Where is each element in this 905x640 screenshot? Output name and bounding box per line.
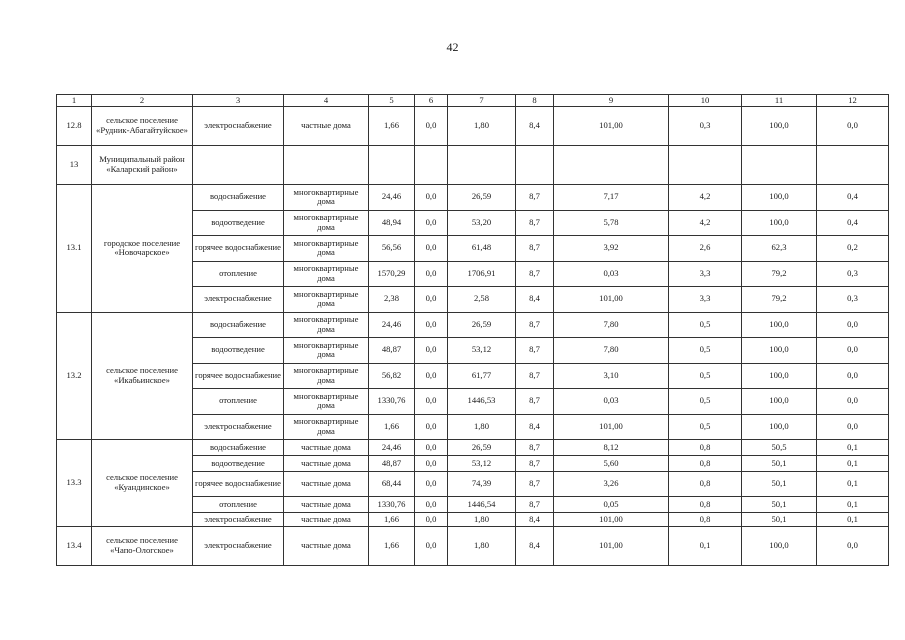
value-cell: 0,5 [669, 363, 742, 389]
empty-cell [817, 146, 889, 185]
value-cell: 1446,53 [448, 389, 516, 415]
value-cell: 101,00 [554, 513, 669, 527]
header-cell: 6 [415, 95, 448, 107]
value-cell: 62,3 [742, 236, 817, 262]
value-cell: 0,05 [554, 497, 669, 513]
value-cell: 0,1 [669, 527, 742, 566]
value-cell: 1570,29 [369, 261, 415, 287]
value-cell: 0,0 [415, 287, 448, 313]
value-cell: 50,1 [742, 456, 817, 472]
value-cell: 0,4 [817, 210, 889, 236]
value-cell: 1,80 [448, 513, 516, 527]
value-cell: 0,0 [415, 338, 448, 364]
header-cell: 5 [369, 95, 415, 107]
empty-cell [742, 146, 817, 185]
value-cell: 7,80 [554, 338, 669, 364]
settlement-name: сельское поселение «Чапо-Ологское» [92, 527, 193, 566]
value-cell: 0,0 [817, 338, 889, 364]
value-cell: 61,48 [448, 236, 516, 262]
housing-cell: многоквартирные дома [284, 287, 369, 313]
value-cell: 56,82 [369, 363, 415, 389]
value-cell: 1706,91 [448, 261, 516, 287]
service-cell: горячее водоснабжение [193, 236, 284, 262]
service-cell: отопление [193, 497, 284, 513]
housing-cell: многоквартирные дома [284, 236, 369, 262]
value-cell: 26,59 [448, 312, 516, 338]
table-row [57, 185, 889, 211]
value-cell: 0,0 [415, 236, 448, 262]
value-cell: 26,59 [448, 185, 516, 211]
value-cell: 1330,76 [369, 389, 415, 415]
value-cell: 3,3 [669, 261, 742, 287]
value-cell: 74,39 [448, 472, 516, 497]
value-cell: 24,46 [369, 185, 415, 211]
value-cell: 1,66 [369, 513, 415, 527]
value-cell: 53,20 [448, 210, 516, 236]
value-cell: 100,0 [742, 338, 817, 364]
value-cell: 0,4 [817, 185, 889, 211]
value-cell: 50,1 [742, 472, 817, 497]
row-number: 13.4 [57, 527, 92, 566]
settlement-name: сельское поселение «Куандинское» [92, 440, 193, 527]
value-cell: 0,1 [817, 472, 889, 497]
value-cell: 0,2 [817, 236, 889, 262]
row-number: 13 [57, 146, 92, 185]
value-cell: 1446,54 [448, 497, 516, 513]
value-cell: 8,7 [516, 363, 554, 389]
service-cell: водоснабжение [193, 185, 284, 211]
housing-cell: многоквартирные дома [284, 261, 369, 287]
value-cell: 8,4 [516, 513, 554, 527]
empty-cell [193, 146, 284, 185]
housing-cell: частные дома [284, 513, 369, 527]
value-cell: 5,60 [554, 456, 669, 472]
value-cell: 100,0 [742, 414, 817, 440]
value-cell: 0,0 [817, 107, 889, 146]
value-cell: 8,12 [554, 440, 669, 456]
value-cell: 0,3 [817, 261, 889, 287]
empty-cell [516, 146, 554, 185]
value-cell: 8,7 [516, 312, 554, 338]
housing-cell: многоквартирные дома [284, 363, 369, 389]
value-cell: 3,3 [669, 287, 742, 313]
service-cell: водоснабжение [193, 312, 284, 338]
table-row [57, 312, 889, 338]
value-cell: 5,78 [554, 210, 669, 236]
value-cell: 26,59 [448, 440, 516, 456]
housing-cell: частные дома [284, 456, 369, 472]
service-cell: электроснабжение [193, 527, 284, 566]
value-cell: 0,5 [669, 338, 742, 364]
value-cell: 0,0 [415, 185, 448, 211]
value-cell: 0,0 [415, 497, 448, 513]
value-cell: 8,4 [516, 414, 554, 440]
value-cell: 0,0 [415, 312, 448, 338]
service-cell: водоотведение [193, 338, 284, 364]
housing-cell: многоквартирные дома [284, 414, 369, 440]
value-cell: 100,0 [742, 107, 817, 146]
value-cell: 8,7 [516, 389, 554, 415]
value-cell: 0,1 [817, 513, 889, 527]
table-row [57, 527, 889, 566]
value-cell: 79,2 [742, 287, 817, 313]
value-cell: 0,1 [817, 497, 889, 513]
value-cell: 8,4 [516, 107, 554, 146]
value-cell: 8,7 [516, 472, 554, 497]
empty-cell [554, 146, 669, 185]
value-cell: 48,87 [369, 456, 415, 472]
value-cell: 2,58 [448, 287, 516, 313]
value-cell: 0,5 [669, 389, 742, 415]
value-cell: 0,0 [415, 440, 448, 456]
value-cell: 0,8 [669, 497, 742, 513]
housing-cell: частные дома [284, 497, 369, 513]
service-cell: водоотведение [193, 210, 284, 236]
value-cell: 4,2 [669, 185, 742, 211]
service-cell: отопление [193, 389, 284, 415]
value-cell: 0,0 [415, 414, 448, 440]
page-number: 42 [446, 40, 459, 54]
header-cell: 2 [92, 95, 193, 107]
value-cell: 68,44 [369, 472, 415, 497]
value-cell: 8,7 [516, 440, 554, 456]
table-row [57, 440, 889, 456]
housing-cell: частные дома [284, 472, 369, 497]
row-number: 13.2 [57, 312, 92, 440]
value-cell: 8,4 [516, 287, 554, 313]
service-cell: горячее водоснабжение [193, 472, 284, 497]
value-cell: 1330,76 [369, 497, 415, 513]
row-number: 13.3 [57, 440, 92, 527]
value-cell: 8,7 [516, 497, 554, 513]
value-cell: 24,46 [369, 312, 415, 338]
value-cell: 0,5 [669, 312, 742, 338]
value-cell: 0,0 [415, 363, 448, 389]
value-cell: 100,0 [742, 210, 817, 236]
value-cell: 100,0 [742, 312, 817, 338]
value-cell: 0,0 [415, 210, 448, 236]
value-cell: 0,0 [817, 527, 889, 566]
service-cell: электроснабжение [193, 513, 284, 527]
value-cell: 3,26 [554, 472, 669, 497]
value-cell: 101,00 [554, 527, 669, 566]
value-cell: 0,1 [817, 440, 889, 456]
service-cell: электроснабжение [193, 287, 284, 313]
empty-cell [448, 146, 516, 185]
value-cell: 1,66 [369, 107, 415, 146]
service-cell: электроснабжение [193, 414, 284, 440]
value-cell: 0,0 [415, 456, 448, 472]
value-cell: 3,92 [554, 236, 669, 262]
value-cell: 8,7 [516, 261, 554, 287]
value-cell: 0,0 [415, 261, 448, 287]
value-cell: 0,0 [817, 389, 889, 415]
value-cell: 0,0 [415, 513, 448, 527]
value-cell: 0,0 [415, 107, 448, 146]
header-cell: 7 [448, 95, 516, 107]
value-cell: 0,5 [669, 414, 742, 440]
value-cell: 0,0 [415, 389, 448, 415]
value-cell: 8,4 [516, 527, 554, 566]
value-cell: 8,7 [516, 456, 554, 472]
table-row [57, 146, 889, 185]
value-cell: 8,7 [516, 185, 554, 211]
value-cell: 1,66 [369, 414, 415, 440]
value-cell: 8,7 [516, 236, 554, 262]
header-cell: 3 [193, 95, 284, 107]
value-cell: 1,66 [369, 527, 415, 566]
value-cell: 61,77 [448, 363, 516, 389]
housing-cell: многоквартирные дома [284, 210, 369, 236]
empty-cell [669, 146, 742, 185]
value-cell: 50,1 [742, 513, 817, 527]
value-cell: 0,0 [817, 414, 889, 440]
value-cell: 24,46 [369, 440, 415, 456]
value-cell: 2,38 [369, 287, 415, 313]
value-cell: 0,8 [669, 456, 742, 472]
value-cell: 101,00 [554, 414, 669, 440]
service-cell: отопление [193, 261, 284, 287]
value-cell: 100,0 [742, 363, 817, 389]
value-cell: 50,1 [742, 497, 817, 513]
row-number: 12.8 [57, 107, 92, 146]
value-cell: 101,00 [554, 287, 669, 313]
value-cell: 0,8 [669, 472, 742, 497]
value-cell: 0,0 [415, 527, 448, 566]
value-cell: 48,94 [369, 210, 415, 236]
value-cell: 0,8 [669, 513, 742, 527]
service-cell: водоотведение [193, 456, 284, 472]
housing-cell: частные дома [284, 107, 369, 146]
value-cell: 101,00 [554, 107, 669, 146]
empty-cell [369, 146, 415, 185]
header-cell: 12 [817, 95, 889, 107]
value-cell: 0,0 [817, 363, 889, 389]
value-cell: 50,5 [742, 440, 817, 456]
value-cell: 1,80 [448, 527, 516, 566]
value-cell: 8,7 [516, 338, 554, 364]
value-cell: 53,12 [448, 338, 516, 364]
housing-cell: многоквартирные дома [284, 338, 369, 364]
value-cell: 4,2 [669, 210, 742, 236]
header-cell: 1 [57, 95, 92, 107]
value-cell: 0,3 [669, 107, 742, 146]
value-cell: 0,0 [817, 312, 889, 338]
settlement-name: сельское поселение «Рудник-Абагайтуйское» [92, 107, 193, 146]
table-row [57, 107, 889, 146]
empty-cell [284, 146, 369, 185]
value-cell: 0,0 [415, 472, 448, 497]
value-cell: 8,7 [516, 210, 554, 236]
header-cell: 4 [284, 95, 369, 107]
value-cell: 2,6 [669, 236, 742, 262]
value-cell: 0,1 [817, 456, 889, 472]
value-cell: 100,0 [742, 527, 817, 566]
value-cell: 0,03 [554, 261, 669, 287]
header-cell: 10 [669, 95, 742, 107]
value-cell: 7,17 [554, 185, 669, 211]
value-cell: 1,80 [448, 107, 516, 146]
value-cell: 53,12 [448, 456, 516, 472]
housing-cell: частные дома [284, 527, 369, 566]
settlement-name: городское поселение «Новочарское» [92, 185, 193, 313]
row-number: 13.1 [57, 185, 92, 313]
service-cell: водоснабжение [193, 440, 284, 456]
header-cell: 11 [742, 95, 817, 107]
value-cell: 56,56 [369, 236, 415, 262]
tariff-table [56, 94, 889, 566]
housing-cell: многоквартирные дома [284, 312, 369, 338]
value-cell: 0,8 [669, 440, 742, 456]
service-cell: электроснабжение [193, 107, 284, 146]
housing-cell: многоквартирные дома [284, 185, 369, 211]
value-cell: 1,80 [448, 414, 516, 440]
housing-cell: частные дома [284, 440, 369, 456]
value-cell: 100,0 [742, 389, 817, 415]
value-cell: 79,2 [742, 261, 817, 287]
district-name: Муниципальный район «Каларский район» [92, 146, 193, 185]
empty-cell [415, 146, 448, 185]
value-cell: 0,3 [817, 287, 889, 313]
header-cell: 8 [516, 95, 554, 107]
housing-cell: многоквартирные дома [284, 389, 369, 415]
value-cell: 48,87 [369, 338, 415, 364]
value-cell: 100,0 [742, 185, 817, 211]
service-cell: горячее водоснабжение [193, 363, 284, 389]
header-row [57, 95, 889, 107]
settlement-name: сельское поселение «Икабьинское» [92, 312, 193, 440]
value-cell: 0,03 [554, 389, 669, 415]
value-cell: 7,80 [554, 312, 669, 338]
value-cell: 3,10 [554, 363, 669, 389]
header-cell: 9 [554, 95, 669, 107]
